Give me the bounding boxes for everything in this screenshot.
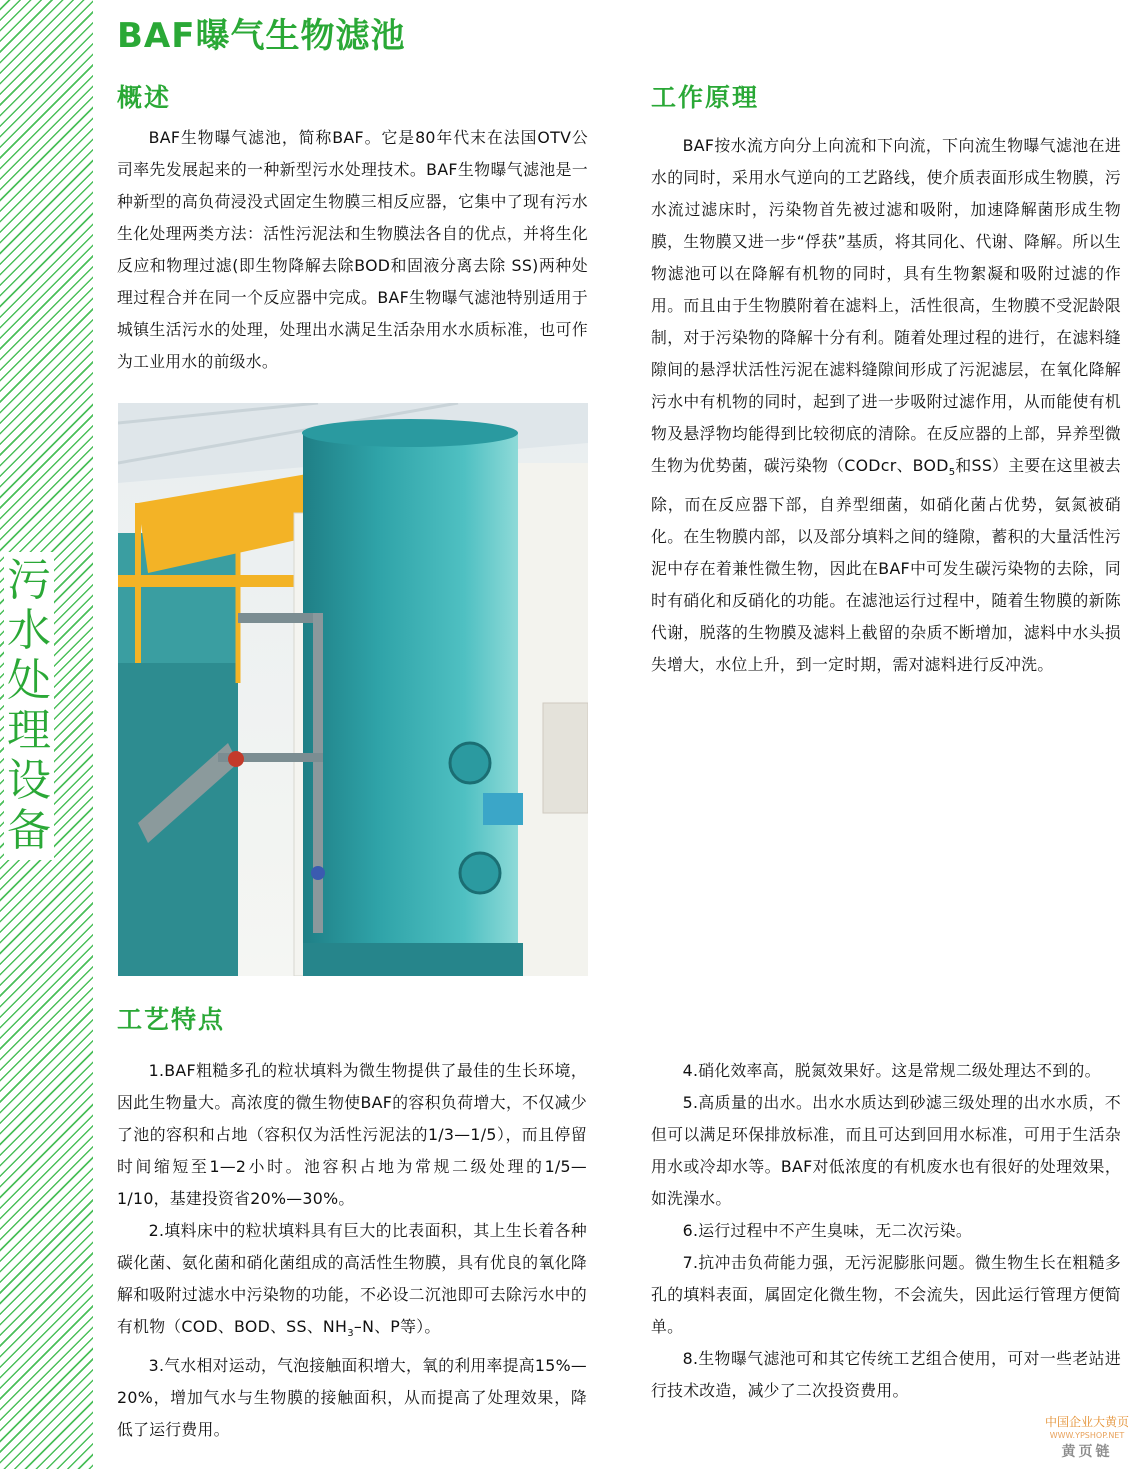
watermark-line1: 中国企业大黄页: [1044, 1415, 1129, 1429]
vertical-char: 设: [7, 755, 51, 806]
feature-item-8: 8.生物曝气滤池可和其它传统工艺组合使用，可对一些老站进行技术改造，减少了二次投资费用。: [651, 1349, 1121, 1400]
watermark-url: WWW.YPSHOP.NET: [1049, 1431, 1125, 1440]
page-title: BAF曝气生物滤池: [117, 16, 406, 56]
overview-paragraph: BAF生物曝气滤池，简称BAF。它是80年代末在法国OTV公司率先发展起来的一种新型污水处理技术。BAF生物曝气滤池是一种新型的高负荷浸没式固定生物膜三相反应器，它集中了现有污水生化处理两类方法：活性污泥法和生物膜法各自的优点，并将生化反应和物理过滤(即生物降解去除BOD和固液分离去除 SS)两种处理过程合并在同一个反应器中完成。BAF生物曝气滤池特别适用于城镇生活污水的处理，处理出水满足生活杂用水水质标准，也可作为工业用水的前级水。: [117, 128, 588, 371]
watermark-brand: 黄页链: [1061, 1444, 1113, 1460]
vertical-char: 理: [7, 705, 51, 756]
vertical-char: 备: [7, 805, 51, 856]
features-heading: 工艺特点: [117, 1005, 226, 1034]
features-left-column: [117, 1055, 587, 1446]
feature-item-5: 5.高质量的出水。出水水质达到砂滤三级处理的出水水质，不但可以满足环保排放标准，而且可达到回用水标准，可用于生活杂用水或冷却水等。BAF对低浓度的有机废水也有很好的处理效果，如洗澡水。: [651, 1093, 1121, 1208]
vertical-char: 处: [7, 655, 51, 706]
feature-item-2-subscript: 3: [347, 1328, 354, 1340]
principle-paragraph: [651, 130, 1121, 681]
vertical-char: 污: [7, 555, 51, 606]
feature-item-6: 6.运行过程中不产生臭味，无二次污染。: [682, 1221, 972, 1240]
feature-item-1: 1.BAF粗糙多孔的粒状填料为微生物提供了最佳的生长环境，因此生物量大。高浓度的微生物使BAF的容积负荷增大，不仅减少了池的容积和占地（容积仅为活性污泥法的1/3—1/5），而且停留时间缩短至1—2小时。池容积占地为常规二级处理的1/5—1/10，基建投资省20%—30%。: [117, 1061, 587, 1208]
principle-text-part1: BAF按水流方向分上向流和下向流，下向流生物曝气滤池在进水的同时，采用水气逆向的工艺路线，使介质表面形成生物膜，污水流过滤床时，污染物首先被过滤和吸附，加速降解菌形成生物膜，生物膜又进一步“俘获”基质，将其同化、代谢、降解。所以生物滤池可以在降解有机物的同时，具有生物絮凝和吸附过滤的作用。而且由于生物膜附着在滤料上，活性很高，生物膜不受泥龄限制，对于污染物的降解十分有利。随着处理过程的进行，在滤料缝隙间的悬浮状活性污泥在滤料缝隙间形成了污泥滤层，在氧化降解污水中有机物的同时，起到了进一步吸附过滤作用，从而能使有机物及悬浮物均能得到比较彻底的清除。在反应器的上部，异养型微生物为优势菌，碳污染物（CODcr、BOD: [651, 136, 1121, 475]
vertical-category-title: [4, 552, 54, 860]
principle-text-part2: 和SS）主要在这里被去除，而在反应器下部，自养型细菌，如硝化菌占优势，氨氮被硝化。在生物膜内部，以及部分填料之间的缝隙，蓄积的大量活性污泥中存在着兼性微生物，因此在BAF中可发生碳污染物的去除，同时有硝化和反硝化的功能。在滤池运行过程中，随着生物膜的新陈代谢，脱落的生物膜及滤料上截留的杂质不断增加，滤料中水头损失增大，水位上升，到一定时期，需对滤料进行反冲洗。: [651, 456, 1122, 675]
principle-subscript: 5: [948, 467, 956, 479]
feature-item-2: [117, 1215, 587, 1350]
baf-tank-photo: [118, 403, 588, 976]
features-right-column: [651, 1055, 1121, 1407]
vertical-char: 水: [7, 605, 51, 656]
overview-heading: 概述: [117, 83, 172, 112]
feature-item-4: 4.硝化效率高，脱氮效果好。这是常规二级处理达不到的。: [682, 1061, 1101, 1080]
feature-item-3: 3.气水相对运动，气泡接触面积增大，氧的利用率提高15%—20%，增加气水与生物膜的接触面积，从而提高了处理效果，降低了运行费用。: [117, 1356, 587, 1440]
feature-item-2-tail: –N、P等）。: [353, 1317, 441, 1336]
feature-item-7: 7.抗冲击负荷能力强，无污泥膨胀问题。微生物生长在粗糙多孔的填料表面，属固定化微生物，不会流失，因此运行管理方便简单。: [651, 1253, 1121, 1336]
principle-heading: 工作原理: [651, 83, 760, 112]
site-watermark: [1043, 1415, 1131, 1459]
feature-item-2-text: 2.填料床中的粒状填料具有巨大的比表面积，其上生长着各种碳化菌、氨化菌和硝化菌组成的高活性生物膜，具有优良的氧化降解和吸附过滤水中污染物的功能，不必设二沉池即可去除污水中的有机物（COD、BOD、SS、NH: [117, 1221, 587, 1336]
